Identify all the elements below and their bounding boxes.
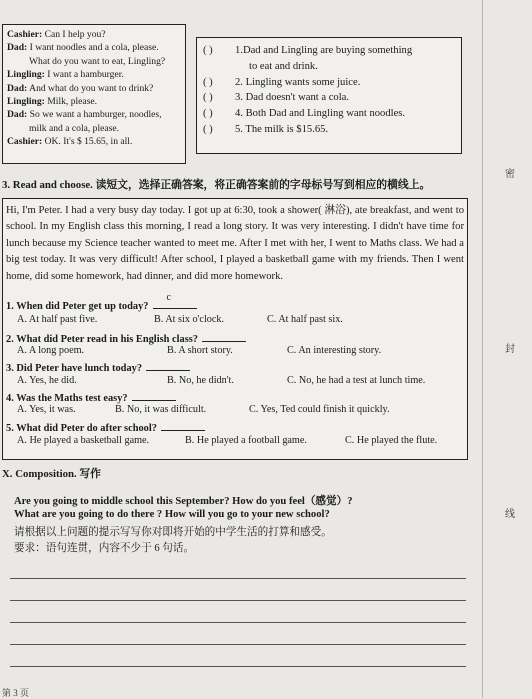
true-false-box: [196, 37, 462, 154]
option: B. No, he didn't.: [167, 375, 234, 386]
option: C. Yes, Ted could finish it quickly.: [249, 404, 390, 415]
answer-paren[interactable]: ( ): [203, 45, 213, 56]
reading-box: [2, 198, 468, 460]
answer-blank[interactable]: [146, 359, 190, 371]
dialogue-line: Lingling: I want a hamburger.: [7, 69, 124, 81]
section-title-read-choose: 3. Read and choose. 读短文，选择正确答案，将正确答案前的字母标号写到相应的横线上。: [2, 179, 431, 191]
margin-seal-char: 封: [505, 344, 515, 355]
writing-line[interactable]: [10, 578, 466, 579]
tf-item: ( ) 5. The milk is $15.65.: [203, 122, 455, 138]
dialogue-line: What do you want to eat, Lingling?: [29, 55, 166, 67]
dialogue-line: Lingling: Milk, please.: [7, 96, 98, 108]
option: B. A short story.: [167, 345, 233, 356]
dialogue-line: Dad: I want noodles and a cola, please.: [7, 42, 159, 54]
handwritten-answer: c: [166, 292, 171, 303]
dialogue-line: Dad: So we want a hamburger, noodles,: [7, 109, 162, 121]
tf-item-continuation: to eat and drink.: [249, 60, 318, 72]
reading-passage: Hi, I'm Peter. I had a very busy day today. I got up at 6:30, took a shower( 淋浴), ate breakfast, and went to school. In my English class this morning, I read a long story. It was very interesting. I didn't have time for lunch because my Science teacher wanted to meet me. After I met with her, I went to Maths class. We had a big test today. It was very difficult! After school, I played a basketball game with my friends. Then I went home, did some homework, had dinner, and did more homework.: [6, 205, 464, 282]
binding-margin-line: [482, 0, 483, 698]
option: C. He played the flute.: [345, 435, 438, 446]
answer-paren[interactable]: ( ): [203, 108, 213, 120]
option: C. At half past six.: [267, 314, 343, 325]
margin-seal-char: 线: [505, 509, 515, 520]
composition-requirement: 要求：语句连贯，内容不少于 6 句话。: [14, 543, 195, 554]
composition-instruction: 请根据以上问题的提示写写你对即将开始的中学生活的打算和感受。: [14, 527, 332, 538]
tf-item: ( ) 1.Dad and Lingling are buying something: [203, 43, 455, 59]
option: B. At six o'clock.: [154, 314, 225, 325]
option: C. No, he had a test at lunch time.: [287, 375, 426, 386]
writing-line[interactable]: [10, 600, 466, 601]
writing-line[interactable]: [10, 622, 466, 623]
margin-seal-char: 密: [505, 169, 515, 180]
tf-item: ( ) 3. Dad doesn't want a cola.: [203, 90, 455, 106]
answer-blank[interactable]: [202, 330, 246, 342]
composition-question-1: Are you going to middle school this September? How do you feel（感觉）?: [14, 496, 353, 507]
option: B. No, it was difficult.: [115, 404, 207, 415]
option: A. A long poem.: [17, 345, 85, 356]
question-3: 3. Did Peter have lunch today?: [6, 359, 190, 374]
question-1: 1. When did Peter get up today? c: [6, 297, 197, 312]
answer-paren[interactable]: ( ): [203, 92, 213, 104]
dialogue-line: Dad: And what do you want to drink?: [7, 82, 154, 94]
option: C. An interesting story.: [287, 345, 382, 356]
option: A. Yes, it was.: [17, 404, 76, 415]
page-number: 第 3 页: [2, 688, 30, 698]
writing-line[interactable]: [10, 666, 466, 667]
answer-blank[interactable]: [153, 292, 197, 309]
answer-blank[interactable]: [161, 419, 205, 431]
question-4: 4. Was the Maths test easy?: [6, 389, 176, 404]
question-5: 5. What did Peter do after school?: [6, 419, 205, 434]
writing-line[interactable]: [10, 644, 466, 645]
option: B. He played a football game.: [185, 435, 307, 446]
question-2: 2. What did Peter read in his English class?: [6, 330, 246, 345]
dialogue-line: milk and a cola, please.: [29, 122, 120, 134]
composition-question-2: What are you going to do there ? How will you go to your new school?: [14, 509, 330, 520]
dialogue-line: Cashier: OK. It's $ 15.65, in all.: [7, 136, 133, 148]
tf-item: ( ) 2. Lingling wants some juice.: [203, 75, 455, 91]
answer-paren[interactable]: ( ): [203, 123, 213, 135]
answer-paren[interactable]: ( ): [203, 76, 213, 88]
option: A. At half past five.: [17, 314, 98, 325]
answer-blank[interactable]: [132, 389, 176, 401]
section-title-composition: X. Composition. 写作: [2, 468, 101, 480]
option: A. Yes, he did.: [17, 375, 77, 386]
tf-item: ( ) 4. Both Dad and Lingling want noodles.: [203, 106, 455, 122]
dialogue-line: Cashier: Can I help you?: [7, 29, 106, 40]
option: A. He played a basketball game.: [17, 435, 150, 446]
dialogue-box: [2, 24, 186, 164]
